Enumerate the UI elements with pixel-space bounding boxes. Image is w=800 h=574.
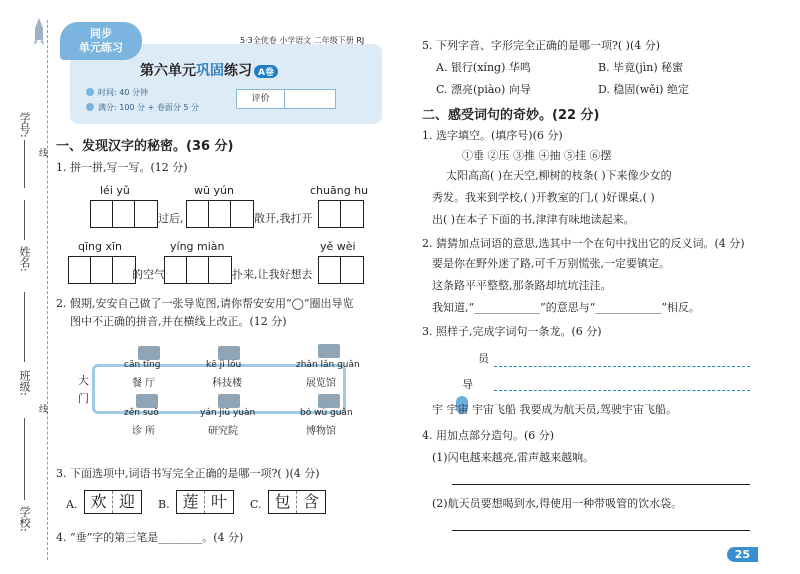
time-limit: 时间: 40 分钟 [98, 88, 148, 97]
map-place-2-pinyin[interactable]: kē jì lóu [206, 360, 242, 370]
student-id-line [24, 140, 25, 188]
r2-text-line3[interactable]: 我知道,“____________”的意思与“____________”相反。 [432, 301, 700, 314]
q1-writing-box-3[interactable] [318, 200, 364, 228]
map-place-1-name: 餐 厅 [132, 378, 156, 389]
class-line [24, 292, 25, 362]
map-place-4-name: 诊 所 [132, 426, 156, 437]
q4-title: 4. “垂”字的第三笔是________。(4 分) [56, 531, 244, 544]
q5-title: 5. 下列字音、字形完全正确的是哪一项?( )(4 分) [422, 39, 661, 52]
map-place-3-name: 展览馆 [306, 378, 336, 389]
q3-title: 3. 下面选项中,词语书写完全正确的是哪一项?( )(4 分) [56, 467, 320, 480]
map-place-6-pinyin[interactable]: bó wù guǎn [300, 408, 353, 418]
binding-cut-line [47, 20, 48, 560]
student-id-label: 学号: [18, 112, 31, 138]
q3-option-b-label: B. [158, 498, 170, 511]
cut-mark-bottom: 线 [37, 404, 47, 413]
q1-writing-box-6[interactable] [318, 256, 364, 284]
unit-practice-tag [60, 22, 142, 60]
r3-answer-line-1[interactable] [494, 366, 750, 367]
tech-building-icon [218, 346, 240, 360]
map-place-3-pinyin[interactable]: zhǎn lǎn guǎn [296, 360, 360, 370]
school-line [24, 418, 25, 500]
q1-pinyin-6: yě wèi [320, 240, 356, 253]
restaurant-icon [138, 346, 160, 360]
r3-answer-line-2[interactable] [494, 390, 750, 391]
r4-sentence-1: (1)闪电越来越亮,雷声越来越响。 [432, 451, 595, 464]
exhibition-hall-icon [318, 344, 340, 358]
map-place-5-name: 研究院 [208, 426, 238, 437]
q3-option-c-label: C. [250, 498, 262, 511]
q1-writing-box-2[interactable] [186, 200, 254, 228]
q1-writing-box-4[interactable] [68, 256, 136, 284]
page-title: 第六单元巩固练习 A卷 [140, 60, 278, 80]
r4-title: 4. 用加点部分造句。(6 分) [422, 429, 555, 442]
r4-answer-line-1[interactable] [452, 484, 750, 485]
name-label: 姓名: [18, 246, 31, 272]
r2-title: 2. 猜猜加点词语的意思,选其中一个在句中找出它的反义词。(4 分) [422, 237, 745, 250]
clock-icon [86, 88, 94, 96]
r3-title: 3. 照样子,完成字词句一条龙。(6 分) [422, 325, 602, 338]
rocket-icon [34, 18, 44, 46]
cut-mark-top: 线 [37, 148, 47, 157]
q5-option-a[interactable]: A. 银行(xíng) 华鸣 [436, 61, 531, 74]
r1-choices: ①垂 ②压 ③推 ④抽 ⑤挂 ⑥摆 [462, 149, 612, 162]
map-place-6-name: 博物馆 [306, 426, 336, 437]
score-icon [86, 103, 94, 111]
tag-line2: 单元练习 [79, 41, 123, 54]
q1-text-4: 扑来,让我好想去 [232, 268, 313, 281]
q3-option-c[interactable]: 包 含 [268, 490, 326, 514]
r1-text-line2: 秀发。我来到学校,( )开教室的门,( )好课桌,( ) [432, 191, 655, 204]
q1-pinyin-1: léi yǔ [100, 184, 130, 197]
map-place-4-pinyin[interactable]: zěn suǒ [124, 408, 159, 418]
map-place-1-pinyin[interactable]: cān tīng [124, 360, 161, 370]
r2-text-line2: 这条路平平整整,那条路却坑坑洼洼。 [432, 279, 612, 292]
tag-line1: 同步 [90, 27, 112, 40]
q1-text-2: 散开,我打开 [254, 212, 313, 225]
name-line [24, 200, 25, 240]
map-place-5-pinyin[interactable]: yán jiū yuàn [200, 408, 256, 418]
q3-option-a[interactable]: 欢 迎 [84, 490, 142, 514]
q3-option-a-label: A. [66, 498, 78, 511]
series-info: 5·3全优卷 小学语文 二年级下册 RJ [240, 36, 365, 45]
school-label: 学校: [18, 506, 31, 532]
q3-option-b[interactable]: 莲 叶 [176, 490, 234, 514]
grade-label: 评价 [237, 90, 285, 108]
map-entrance: 大 门 [78, 374, 89, 405]
section1-title: 一、发现汉字的秘密。(36 分) [56, 139, 234, 154]
q1-writing-box-1[interactable] [90, 200, 158, 228]
paper-badge: A卷 [254, 65, 278, 78]
q5-option-b[interactable]: B. 毕竟(jìn) 秘蜜 [598, 61, 684, 74]
q1-pinyin-5: yíng miàn [170, 240, 225, 253]
q1-text-1: 过后, [158, 212, 184, 225]
class-label: 班级: [18, 370, 31, 396]
q1-pinyin-2: wū yún [194, 184, 234, 197]
r3-char-1: 员 [478, 352, 489, 365]
full-score: 满分: 100 分 + 卷面分 5 分 [98, 103, 200, 112]
r4-answer-line-2[interactable] [452, 530, 750, 531]
r3-char-2: 导 [462, 378, 473, 391]
q1-pinyin-4: qīng xīn [78, 240, 123, 253]
section2-title: 二、感受词句的奇妙。(22 分) [422, 108, 600, 123]
q1-pinyin-3: chuāng hu [310, 184, 369, 197]
r1-title: 1. 选字填空。(填序号)(6 分) [422, 129, 563, 142]
q5-option-d[interactable]: D. 稳固(wěi) 绝定 [598, 83, 689, 96]
r2-text-line1: 要是你在野外迷了路,可千万别慌张,一定要镇定。 [432, 257, 670, 270]
museum-icon [318, 394, 340, 408]
map-place-2-name: 科技楼 [212, 378, 242, 389]
r3-example: 宇 宇宙 宇宙飞船 我要成为航天员,驾驶宇宙飞船。 [432, 403, 677, 416]
q5-option-c[interactable]: C. 漂亮(piào) 向导 [436, 83, 531, 96]
research-institute-icon [218, 394, 240, 408]
page-number: 25 [727, 547, 758, 562]
clinic-icon [136, 394, 158, 408]
r1-text-line3: 出( )在本子下面的书,津津有味地读起来。 [432, 213, 635, 226]
r1-text-line1: 太阳高高( )在天空,柳树的枝条( )下来像少女的 [446, 169, 672, 182]
q1-writing-box-5[interactable] [164, 256, 232, 284]
q2-title-line2: 图中不正确的拼音,并在横线上改正。(12 分) [70, 315, 287, 328]
q1-text-3: 的空气 [132, 268, 165, 281]
r4-sentence-2: (2)航天员要想喝到水,得使用一种带吸管的饮水袋。 [432, 497, 683, 510]
q1-title: 1. 拼一拼,写一写。(12 分) [56, 161, 188, 174]
q2-title-line1: 2. 假期,安安自己做了一张导览图,请你帮安安用“◯”圈出导览 [56, 297, 354, 310]
grade-box [236, 89, 336, 109]
